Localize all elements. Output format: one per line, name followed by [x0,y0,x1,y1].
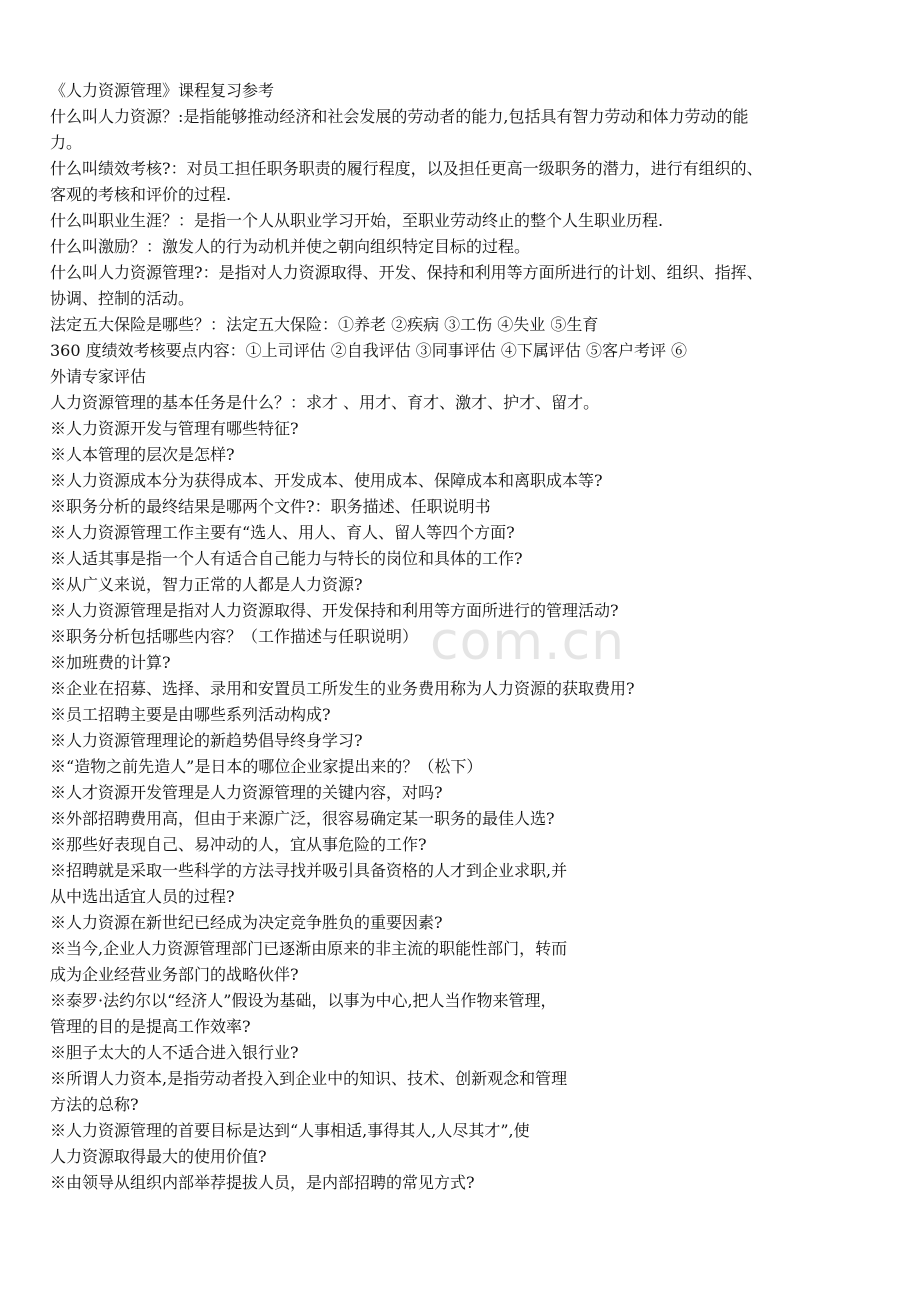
question-item: ※由领导从组织内部举荐提拔人员，是内部招聘的常见方式? [50,1173,475,1192]
text-line: 方法的总称? [50,1095,139,1114]
question-item: ※人力资源管理理论的新趋势倡导终身学习? [50,731,363,750]
question-item: ※从广义来说，智力正常的人都是人力资源? [50,575,363,594]
question-item: ※人力资源成本分为获得成本、开发成本、使用成本、保障成本和离职成本等? [50,471,603,490]
question-item: ※人才资源开发管理是人力资源管理的关键内容，对吗? [50,783,443,802]
text-line: 客观的考核和评价的过程. [50,185,232,204]
question-item: ※人适其事是指一个人有适合自己能力与特长的岗位和具体的工作? [50,549,523,568]
question-item: ※泰罗·法约尔以“经济人”假设为基础，以事为中心,把人当作物来管理， [50,991,557,1010]
text-line: 什么叫人力资源管理?：是指对人力资源取得、开发、保持和利用等方面所进行的计划、组织、指挥、 [50,263,763,282]
question-item: ※所谓人力资本,是指劳动者投入到企业中的知识、技术、创新观念和管理 [50,1069,568,1088]
watermark-text: com.cn [430,612,626,672]
document-title: 《人力资源管理》课程复习参考 [50,81,275,100]
question-item: ※人力资源管理的首要目标是达到“人事相适,事得其人,人尽其才”,使 [50,1121,530,1140]
question-item: ※职务分析的最终结果是哪两个文件?：职务描述、任职说明书 [50,497,491,516]
question-item: ※外部招聘费用高，但由于来源广泛，很容易确定某一职务的最佳人选? [50,809,555,828]
question-item: ※人本管理的层次是怎样? [50,445,235,464]
text-line: 外请专家评估 [50,367,147,386]
text-line: 人力资源管理的基本任务是什么？：求才 、用才、育才、激才、护才、留才。 [50,393,600,412]
question-item: ※加班费的计算? [50,653,171,672]
text-line: 什么叫绩效考核?：对员工担任职务职责的履行程度，以及担任更高一级职务的潜力，进行有组织的、 [50,159,763,178]
text-line: 从中选出适宜人员的过程? [50,887,235,906]
question-item: ※人力资源在新世纪已经成为决定竞争胜负的重要因素? [50,913,443,932]
question-item: ※职务分析包括哪些内容？（工作描述与任职说明） [50,627,419,646]
text-line: 360 度绩效考核要点内容：①上司评估 ②自我评估 ③同事评估 ④下属评估 ⑤客户考评 ⑥ [50,341,688,360]
text-line: 什么叫激励？：激发人的行为动机并使之朝向组织特定目标的过程。 [50,237,531,256]
text-line: 成为企业经营业务部门的战略伙伴? [50,965,299,984]
question-item: ※招聘就是采取一些科学的方法寻找并吸引具备资格的人才到企业求职,并 [50,861,568,880]
text-line: 管理的目的是提高工作效率? [50,1017,251,1036]
question-item: ※员工招聘主要是由哪些系列活动构成? [50,705,331,724]
document-page [50,78,890,1196]
text-line: 什么叫人力资源？:是指能够推动经济和社会发展的劳动者的能力,包括具有智力劳动和体力劳动的能 [50,107,749,126]
question-item: ※企业在招募、选择、录用和安置员工所发生的业务费用称为人力资源的获取费用? [50,679,635,698]
text-line: 协调、控制的活动。 [50,289,195,308]
question-item: ※那些好表现自己、易冲动的人，宜从事危险的工作? [50,835,427,854]
text-line: 力。 [50,133,83,152]
text-line: 人力资源取得最大的使用价值? [50,1147,267,1166]
question-item: ※人力资源管理工作主要有“选人、用人、育人、留人等四个方面? [50,523,515,542]
question-item: ※胆子太大的人不适合进入银行业? [50,1043,299,1062]
text-line: 法定五大保险是哪些？：法定五大保险：①养老 ②疾病 ③工伤 ④失业 ⑤生育 [50,315,599,334]
question-item: ※人力资源管理是指对人力资源取得、开发保持和利用等方面所进行的管理活动? [50,601,619,620]
question-item: ※人力资源开发与管理有哪些特征? [50,419,299,438]
question-item: ※“造物之前先造人”是日本的哪位企业家提出来的？（松下） [50,757,483,776]
text-line: 什么叫职业生涯？：是指一个人从职业学习开始，至职业劳动终止的整个人生职业历程. [50,211,664,230]
question-item: ※当今,企业人力资源管理部门已逐渐由原来的非主流的职能性部门，转而 [50,939,568,958]
